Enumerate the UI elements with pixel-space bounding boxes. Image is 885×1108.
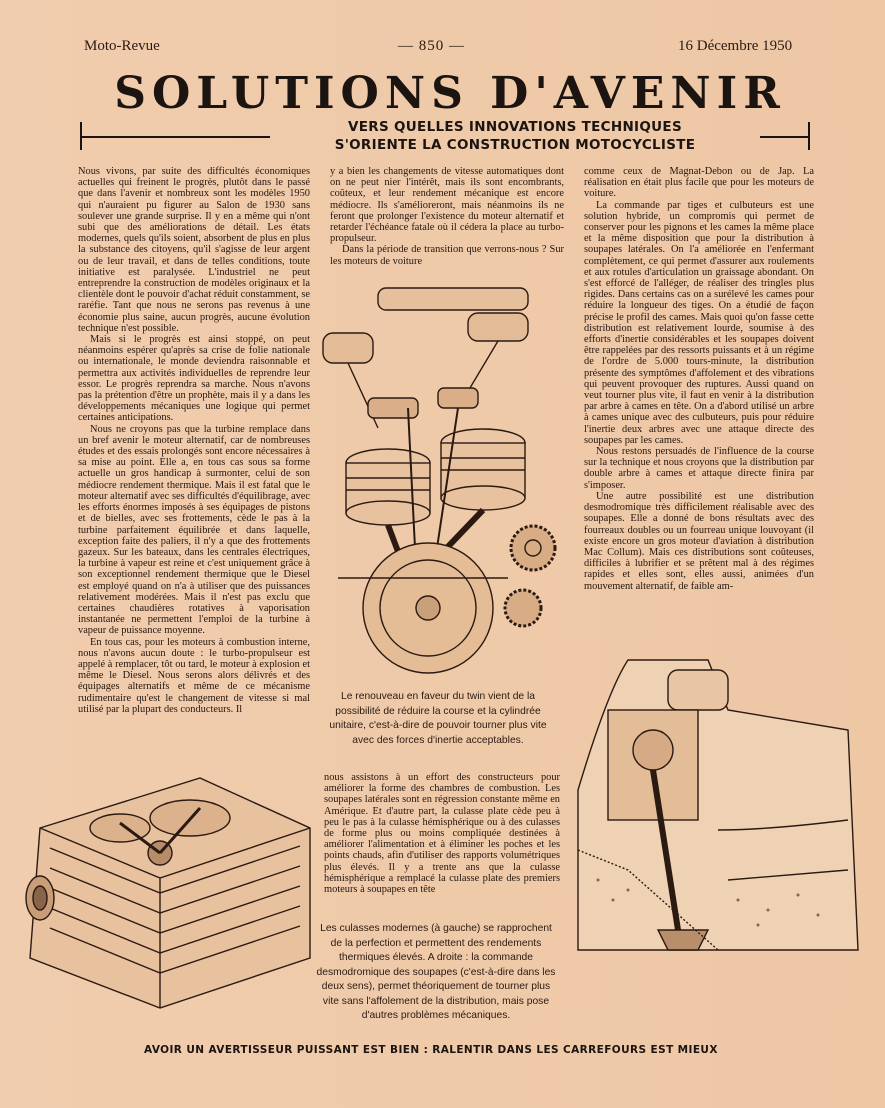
paragraph: nous assistons à un effort des constructeurs pour améliorer la forme des chambres de combustion. Les soupapes latérales sont en régression constante même en Amérique. Et d'autre part, la culasse plate cède peu à peu le pas à la culasse hémisphérique ou à des culasses de forme plus ou moins compliquée destinées à améliorer l'alimentation et à éliminer les poches et les points chauds, afin d'utiliser des rapports volumétriques plus élevés. Il y a trente ans que la culasse hémisphérique a remplacé la culasse plate des premiers moteurs à soupapes en tête bbox=[324, 772, 560, 896]
footer-slogan: AVOIR UN AVERTISSEUR PUISSANT EST BIEN : RALENTIR DANS LES CARREFOURS EST MIEUX bbox=[144, 1044, 718, 1056]
issue-date: 16 Décembre 1950 bbox=[678, 38, 793, 54]
subtitle-box bbox=[80, 118, 810, 154]
text-column-3 bbox=[584, 166, 814, 592]
paragraph: Nous ne croyons pas que la turbine remplace dans un bref avenir le moteur alternatif, car de nombreuses études et des essais prolongés sont encore nécessaires à sa mise au point. Elle a, en tous cas sous sa forme actuelle un gros handicap à surmonter, celui de son médiocre rendement thermique. Mais il est fatal que le moteur alternatif avec ses difficultés d'équilibrage, avec les efforts énormes imposés à ses équipages de pistons et de bielles, avec ses frottements, cède le pas à la turbine parfaitement équilibrée et dans laquelle, exception faite des paliers, il n'y a que des frottements gazeux. Sur les bateaux, dans les centrales électriques, la turbine à vapeur est reine et c'est uniquement grâce à son exceptionnel rendement thermique que le Diesel est employé quand on n'a à utiliser que des puissances relativement modérées. Mais il n'est pas exclu que certaines chaudières rotatives à vaporisation instantanée ne permettent l'emploi de la turbine à vapeur de puissance moyenne. bbox=[78, 423, 310, 637]
paragraph: La commande par tiges et culbuteurs est une solution hybride, un compromis qui permet de conserver pour les pignons et les cames la même place et la même disposition que pour la distribution à soupapes latérales. On l'a améliorée en l'enfermant complètement, ce qui permet d'assurer aux roulements et aux rotules d'articulation un graissage abondant. On s'est efforcé de l'alléger, de réaliser des tringles plus rigides. Dans certains cas on a surélevé les cames pour réduire la longueur des tiges. On a étudié de façon précise le profil des cames. Mais quoi qu'on fasse cette distribution est relativement lourde, soumise à des efforts d'inertie considérables et les soupapes doivent être rappelées par des ressorts puissants et à un régime de l'ordre de 5.000 tours-minute, la distribution présente des symptômes d'affolement et des vibrations qui peuvent provoquer des ruptures. Aussi quand on veut tourner plus vite, il faut en venir à la distribution par arbre à cames en tête. On a d'abord utilisé un arbre à cames unique avec des culbuteurs, puis pour réduire l'inertie deux arbres avec une attaque directe des soupapes par les cames. bbox=[584, 199, 814, 446]
text-column-2-top bbox=[330, 166, 564, 267]
figure-caption-2: Les culasses modernes (à gauche) se rapprochent de la perfection et permettent des rendements thermiques élevés. A droite : la commande desmodromique des soupapes (c'est-à-dire dans les deux sens), permet théoriquement de tourner plus vite sans l'affolement de la distribution, mais pose d'autres problèmes mécaniques. bbox=[316, 923, 556, 1021]
subtitle-bar-left bbox=[80, 122, 82, 150]
page-number: — 850 — bbox=[398, 38, 465, 54]
paragraph: Une autre possibilité est une distribution desmodromique très difficilement réalisable avec des soupapes. Elle a donné de bons résultats avec des fourreaux doubles ou un fourreau unique louvoyant (il existe encore un gros moteur d'aviation à distribution Mac Collum). Mais ces distributions sont coûteuses, difficiles à lubrifier et se prêtent mal à des régimes rapides et elles sont, elles aussi, animées d'un mouvement alternatif, de faible am- bbox=[584, 490, 814, 592]
paragraph: Dans la période de transition que verrons-nous ? Sur les moteurs de voiture bbox=[330, 244, 564, 267]
cylinder-head-illustration bbox=[10, 768, 315, 1013]
subtitle-line-1: VERS QUELLES INNOVATIONS TECHNIQUES bbox=[348, 119, 682, 135]
subtitle bbox=[280, 118, 750, 154]
desmodromic-valve-illustration bbox=[568, 650, 868, 1010]
subtitle-bar-right bbox=[808, 122, 810, 150]
twin-engine-illustration bbox=[308, 278, 570, 684]
paragraph: Nous vivons, par suite des difficultés économiques actuelles qui freinent le progrès, plutôt dans le passé que dans l'avenir et nombreux sont les modèles 1950 qui n'auraient pu figurer au Salon de 1930 sans soulever une grande surprise. Il y en a même qui n'ont subi que des améliorations de détail. Les états modernes, quels qu'ils soient, absorbent de plus en plus la substance des citoyens, qu'il s'agisse de leur argent ou de leur travail, et dans de telles conditions, toute initiative est paralysée. L'industriel ne peut entreprendre la construction de modèles originaux et la clientèle dont le pouvoir d'achat réduit constamment, se raréfie. Tant que nous ne serons pas revenus à une économie plus saine, aucun progrès, aucune évolution technique n'est possible. bbox=[78, 166, 310, 334]
subtitle-line-2: S'ORIENTE LA CONSTRUCTION MOTOCYCLISTE bbox=[334, 137, 696, 153]
publication-name: Moto-Revue bbox=[84, 38, 160, 54]
paragraph: En tous cas, pour les moteurs à combustion interne, nous n'avons aucun doute : le turbo-propulseur est appelé à remplacer, tôt ou tard, le moteur à explosion et même le Diesel. Nous serons alors délivrés et des équipages alternatifs et même de ce mécanisme rudimentaire qu'est le changement de vitesse si mal utilisé par la plupart des conducteurs. Il bbox=[78, 636, 310, 715]
paragraph: comme ceux de Magnat-Debon ou de Jap. La réalisation en était plus facile que pour les moteurs de voiture. bbox=[584, 166, 814, 200]
paragraph: Mais si le progrès est ainsi stoppé, on peut néanmoins espérer qu'après sa crise de folie nationale ou internationale, le monde deviendra raisonnable et permettra aux activités individuelles de reprendre leur essor. Le progrès reprendra sa marche. Nous n'avons pas la prétention d'être un prophète, mais il y a dans les développements mécaniques une logique qui permet certaines anticipations. bbox=[78, 334, 310, 424]
subtitle-rule-left bbox=[80, 136, 270, 138]
subtitle-rule-right bbox=[760, 136, 810, 138]
text-column-2-bottom bbox=[324, 772, 560, 895]
paragraph: y a bien les changements de vitesse automatiques dont on ne peut nier l'intérêt, mais ils sont encombrants, coûteux, et leur rendement mécanique est encore médiocre. Ils s'amélioreront, mais néanmoins ils ne feront que prolonger l'existence du moteur alternatif et retarder l'échéance fatale où il cédera la place au turbo-propulseur. bbox=[330, 166, 564, 245]
paragraph: Nous restons persuadés de l'influence de la course sur la technique et nous croyons que la distribution par double arbre à cames et attaque directe finira par s'imposer. bbox=[584, 446, 814, 491]
text-column-1 bbox=[78, 166, 310, 715]
figure-caption-1: Le renouveau en faveur du twin vient de la possibilité de réduire la course et la cylindrée unitaire, c'est-à-dire de pouvoir tourner plus vite avec des forces d'inertie acceptables. bbox=[329, 691, 547, 746]
article-title: SOLUTIONS D'AVENIR bbox=[114, 68, 786, 119]
